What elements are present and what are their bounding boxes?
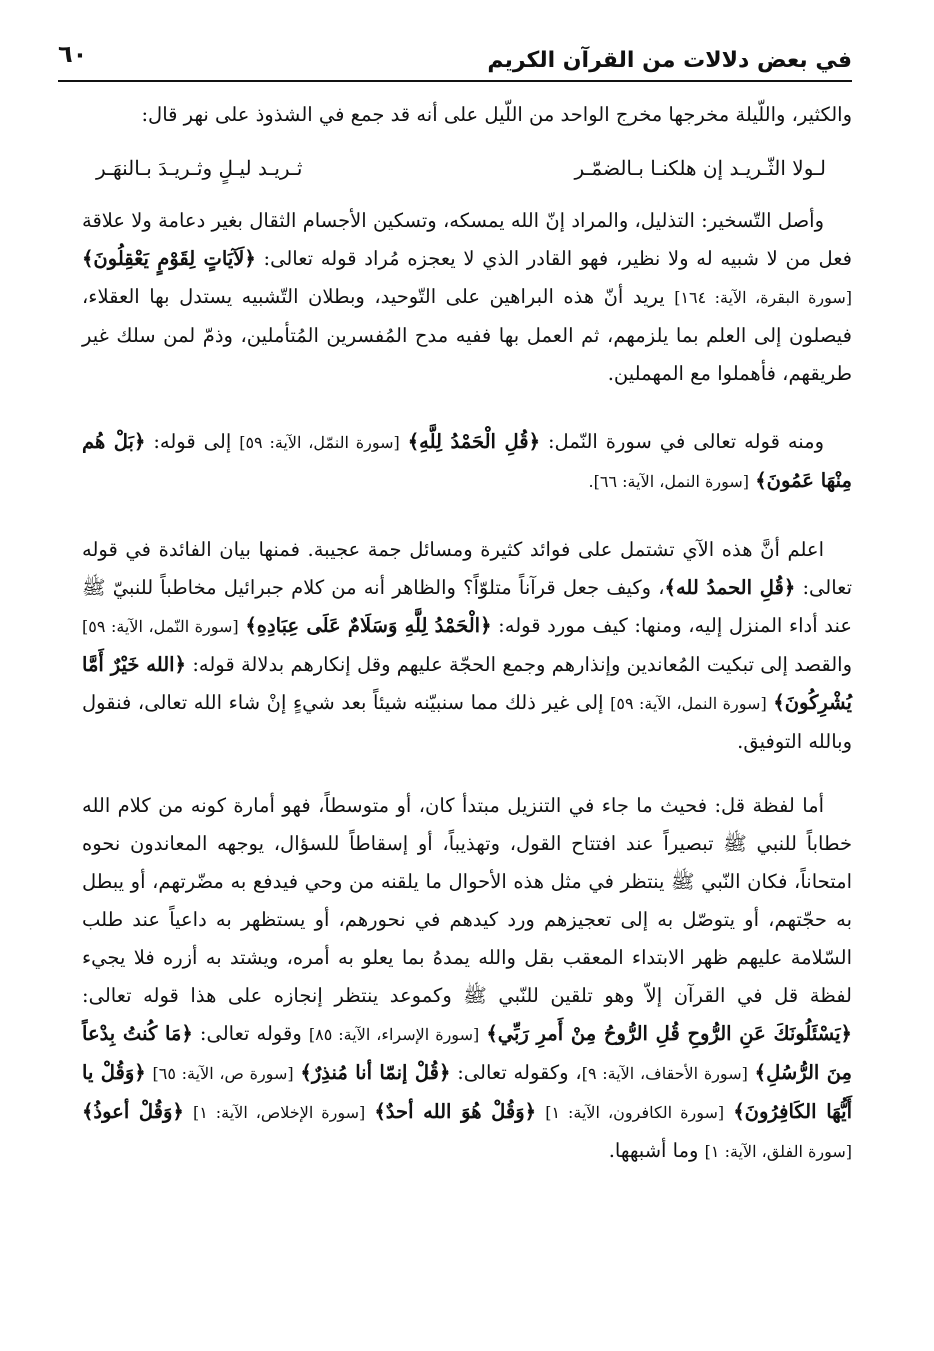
body-text: [82, 96, 852, 1171]
running-title: في بعض دلالات من القرآن الكريم: [479, 48, 852, 73]
running-header: [58, 40, 852, 82]
quran-quote: ﴿قُلِ الحمدُ لله﴾: [664, 576, 796, 599]
quran-quote: ﴿وَقُلْ هُوَ الله أحدٌ﴾: [374, 1100, 537, 1123]
surah-reference: [سورة البقرة، الآية: ١٦٤]: [674, 288, 852, 307]
paragraph-1: [82, 96, 852, 134]
surah-reference: [سورة النمل، الآية: ٦٦].: [588, 472, 750, 491]
quran-quote: ﴿الله خَيْرٌ أَمَّا يُشْرِكُونَ﴾: [82, 653, 852, 714]
paragraph-text: إلى غير ذلك مما سنبيّنه شيئاً بعد شيءٍ إنْ شاء الله تعالى، فنقول وبالله التوفيق.: [82, 691, 852, 753]
quran-quote: ﴿وَقُلْ يا أَيُّهَا الكَافِرُونَ﴾: [82, 1061, 852, 1123]
quran-quote: ﴿لَآيَاتٍ لِقَوْمٍ يَعْقِلُونَ﴾: [82, 247, 256, 270]
paragraph-2: [82, 202, 852, 393]
surah-reference: [سورة الإخلاص، الآية: ١]: [192, 1103, 366, 1122]
poem-verse: [96, 148, 826, 188]
paragraph-3: [82, 423, 852, 501]
surah-reference: [سورة النمل، الآية: ٥٩]: [610, 694, 767, 713]
paragraph-text: يريد أنّ هذه البراهين على التّوحيد، وبطلان التّشبيه يستدل بها العقلاء، فيصلون إلى العلم بما يلزمهم، ثم العمل بها ففيه مدح المُفسرين المُتأملين، وذمّ لمن سلك غير طريقهم، فأهملوا مع المهملين.: [82, 285, 852, 385]
paragraph-text: والقصد إلى تبكيت المُعاندين وإنذارهم وجمع الحجّة عليهم وقل إنكارهم بدلالة قوله:: [192, 653, 853, 676]
paragraph-4: [82, 531, 852, 761]
paragraph-text: والكثير، واللّيلة مخرجها مخرج الواحد من اللّيل على أنه قد جمع في الشذوذ على نهر قال:: [141, 103, 852, 126]
quran-quote: ﴿قُلِ الْحَمْدُ لِلَّهِ﴾: [407, 430, 541, 453]
paragraph-text: أما لفظة قل: فحيث ما جاء في التنزيل مبتدأ كان، أو متوسطاً، فهو أمارة كونه من كلام الله خطاباً للنبي ﷺ تبصيراً عند افتتاح القول، وتهذيباً، أو إسقاطاً للسؤال، يوجهه المعاندون نحوه امتحاناً، فكان النّبي ﷺ ينتظر في مثل هذه الأحوال ما يلقنه من وحي فيدفع به مضّرتهم، أو يبطل به حجّتهم، أو يتوصّل به إلى تعجيزهم ورد كيدهم في نحورهم، أو يستظهر به داعياً عند طلب السّلامة عليهم ظهر الابتداء المعقب بقل والله يمدهُ بما يعلو به أمره، ويشتد به أزره فلا يجيء لفظة قل في القرآن إلاّ وهو تلقين للنّبي ﷺ وكموعد ينتظر إنجازه على هذا قوله تعالى:: [82, 794, 852, 1007]
surah-reference: [سورة الفلق، الآية: ١]: [704, 1142, 852, 1161]
surah-reference: [سورة الكافرون، الآية: ١]: [545, 1103, 725, 1122]
quran-quote: ﴿قُلْ إنمّا أنا مُنذِرٌ﴾: [300, 1061, 451, 1084]
surah-reference: [سورة الأحقاف، الآية: ٩]: [581, 1064, 748, 1083]
surah-reference: [سورة ص، الآية: ٦٥]: [152, 1064, 294, 1083]
paragraph-text: وقوله تعالى:: [199, 1022, 302, 1045]
surah-reference: [سورة النّمل، الآية: ٥٩]: [82, 617, 239, 636]
quran-quote: ﴿الْحَمْدُ لِلَّهِ وَسَلَامٌ عَلَى عِبَادِهِ﴾: [245, 614, 492, 637]
quran-quote: ﴿وَقُلْ أعوذُ﴾: [82, 1100, 184, 1123]
page-number: ٦٠: [58, 40, 88, 68]
quran-quote: ﴿بَلْ هُم مِنْهَا عَمُونَ﴾: [82, 430, 852, 492]
surah-reference: [سورة النمّل، الآية: ٥٩]: [239, 433, 400, 452]
paragraph-text: وما أشبهها.: [608, 1139, 699, 1162]
poem-second-hemistich: ثـريـد ليـلٍ وثـريـدَ بـالنهَـر: [96, 156, 303, 180]
paragraph-text: اعلم أنَّ هذه الآي تشتمل على فوائد كثيرة ومسائل جمة عجيبة. فمنها بيان الفائدة في قوله تعالى:: [82, 538, 853, 599]
quran-quote: ﴿يَسْئَلُونَكَ عَنِ الرُّوحِ قُلِ الرُّوحُ مِنْ أَمرِ رَبِّي﴾: [486, 1022, 852, 1045]
paragraph-text: ، وكيف جعل قرآناً متلوّاً؟ والظاهر أنه من كلام جبرائيل مخاطباً للنبيّ ﷺ عند أداء المنزل إليه، ومنها: كيف مورد قوله:: [82, 576, 853, 637]
paragraph-text: إلى قوله:: [153, 430, 232, 453]
surah-reference: [سورة الإسراء، الآية: ٨٥]: [308, 1025, 480, 1044]
paragraph-text: ، وكقوله تعالى:: [457, 1061, 582, 1084]
paragraph-text: وأصل التّسخير: التذليل، والمراد إنّ الله يمسكه، وتسكين الأجسام الثقال بغير دعامة ولا علاقة فعل من لا شبيه له ولا نظير، فهو القادر الذي لا يعجزه مُراد قوله تعالى:: [82, 209, 852, 270]
paragraph-5: [82, 787, 852, 1171]
poem-first-hemistich: لـولا الثّـريـد إن هلكنـا بـالضمّـر: [574, 156, 826, 180]
paragraph-text: ومنه قوله تعالى في سورة النّمل:: [547, 430, 825, 453]
quran-quote: ﴿مَا كُنتُ بِدْعاً مِنَ الرُّسُلِ﴾: [82, 1022, 852, 1084]
